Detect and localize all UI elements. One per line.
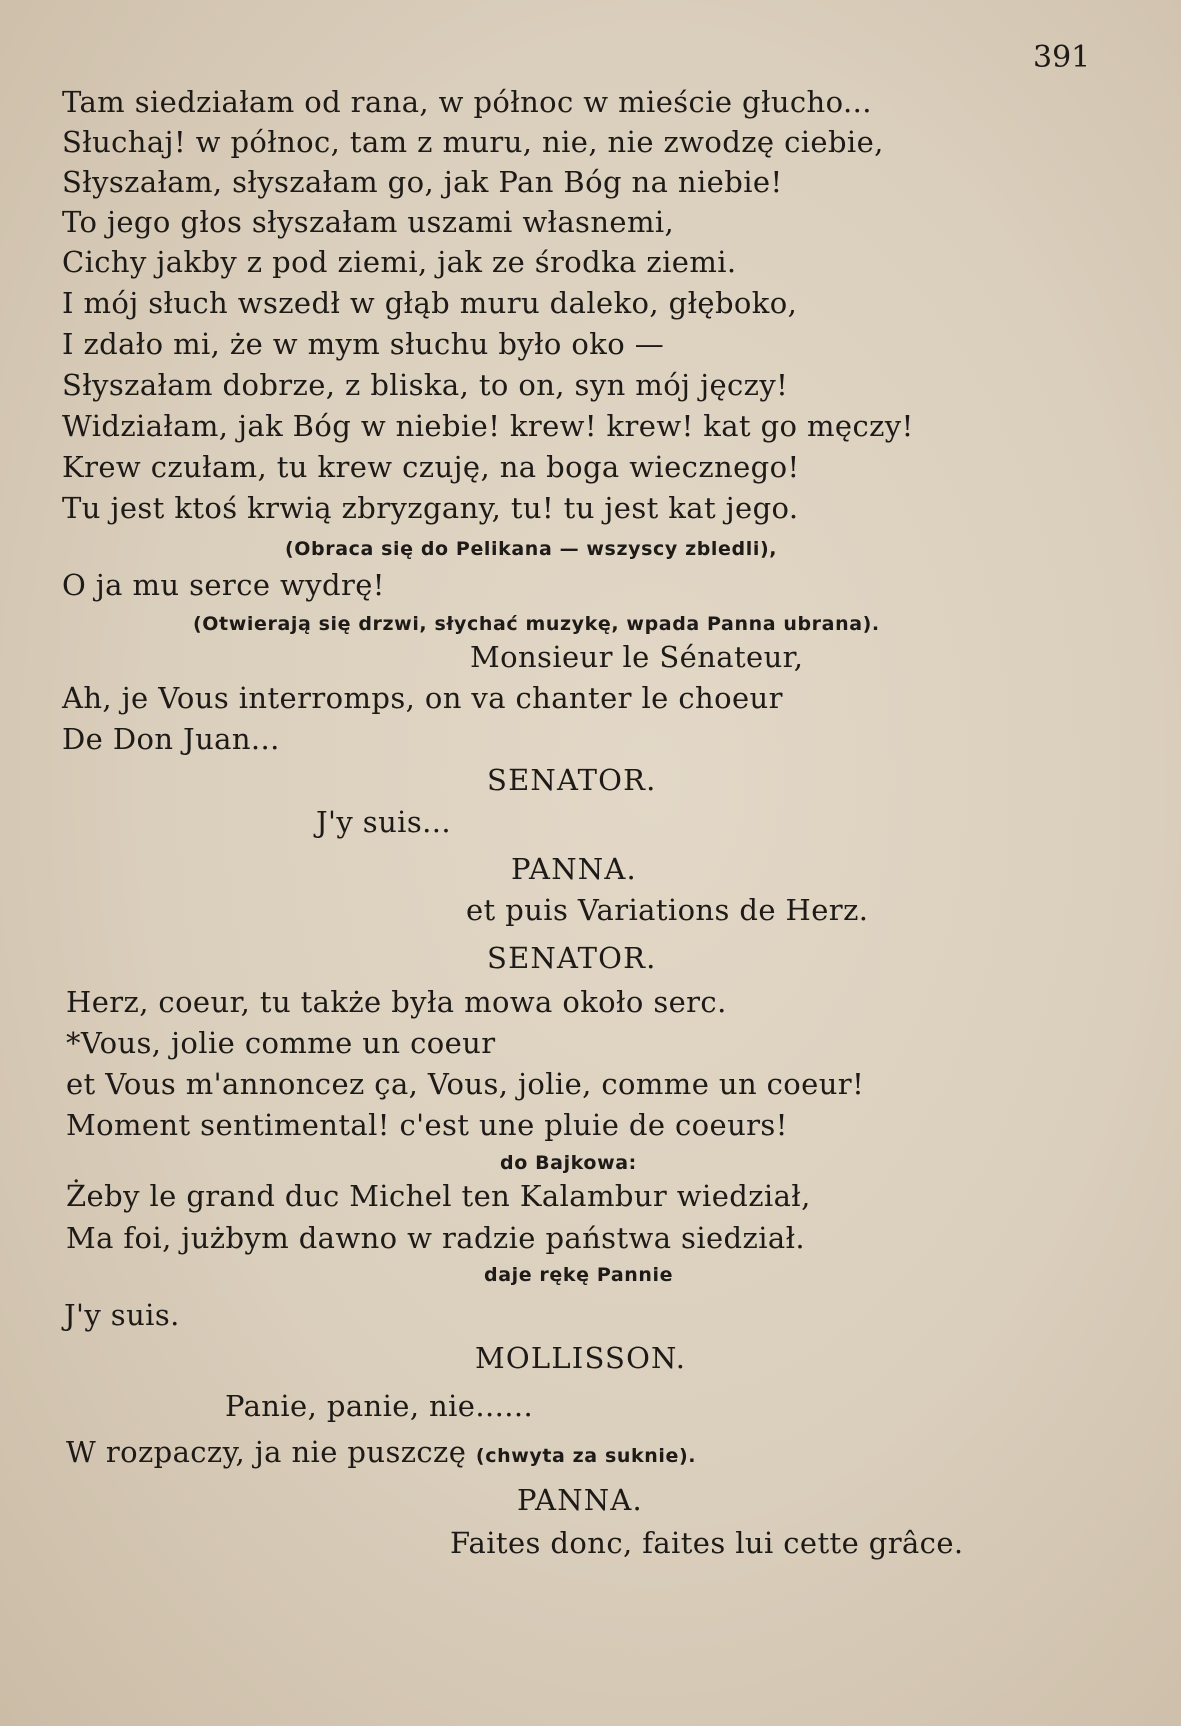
verse-line: Tu jest ktoś krwią zbryzgany, tu! tu jest kat jego.: [62, 491, 799, 525]
speaker-name: PANNA.: [511, 852, 637, 886]
verse-line: Słuchaj! w północ, tam z muru, nie, nie zwodzę ciebie,: [62, 125, 884, 159]
verse-line: Słyszałam dobrze, z bliska, to on, syn mój jęczy!: [62, 368, 789, 402]
verse-line: Tam siedziałam od rana, w północ w mieście głucho...: [62, 85, 872, 119]
verse-line: To jego głos słyszałam uszami własnemi,: [62, 205, 675, 239]
verse-line: I mój słuch wszedł w głąb muru daleko, głęboko,: [62, 286, 798, 320]
verse-line: *Vous, jolie comme un coeur: [66, 1026, 496, 1060]
verse-text: W rozpaczy, ja nie puszczę: [66, 1435, 467, 1469]
verse-line: Faites donc, faites lui cette grâce.: [450, 1526, 964, 1560]
verse-line: J'y suis.: [64, 1298, 180, 1332]
speaker-name: SENATOR.: [487, 941, 657, 975]
stage-direction: (Otwierają się drzwi, słychać muzykę, wpada Panna ubrana).: [193, 613, 880, 635]
verse-line: I zdało mi, że w mym słuchu było oko —: [62, 327, 665, 361]
verse-line: Moment sentimental! c'est une pluie de coeurs!: [66, 1108, 788, 1142]
verse-line: Krew czułam, tu krew czuję, na boga wiecznego!: [62, 450, 800, 484]
page-number: 391: [1033, 40, 1091, 75]
stage-direction: daje rękę Pannie: [484, 1264, 674, 1286]
verse-line: Ah, je Vous interromps, on va chanter le choeur: [62, 681, 783, 715]
stage-direction: do Bajkowa:: [500, 1152, 637, 1174]
verse-line: De Don Juan...: [62, 722, 280, 756]
verse-line: J'y suis...: [316, 805, 451, 839]
speaker-name: PANNA.: [517, 1483, 643, 1517]
verse-line: [66, 1432, 696, 1476]
verse-line: Cichy jakby z pod ziemi, jak ze środka ziemi.: [62, 245, 737, 279]
verse-line: Monsieur le Sénateur,: [470, 640, 804, 674]
verse-line: Żeby le grand duc Michel ten Kalambur wiedział,: [66, 1179, 811, 1213]
verse-line: et puis Variations de Herz.: [466, 893, 869, 927]
verse-line: Widziałam, jak Bóg w niebie! krew! krew! kat go męczy!: [62, 409, 914, 443]
inline-stage-direction: (chwyta za suknie).: [475, 1445, 697, 1467]
stage-direction: (Obraca się do Pelikana — wszyscy zbledli),: [285, 538, 778, 560]
verse-line: Herz, coeur, tu także była mowa około serc.: [66, 985, 727, 1019]
verse-line: Panie, panie, nie......: [225, 1389, 534, 1423]
verse-line: Ma foi, jużbym dawno w radzie państwa siedział.: [66, 1221, 805, 1255]
verse-line: O ja mu serce wydrę!: [62, 568, 385, 602]
verse-line: et Vous m'annoncez ça, Vous, jolie, comme un coeur!: [66, 1067, 865, 1101]
speaker-name: SENATOR.: [487, 763, 657, 797]
speaker-name: MOLLISSON.: [475, 1341, 687, 1375]
verse-line: Słyszałam, słyszałam go, jak Pan Bóg na niebie!: [62, 165, 783, 199]
